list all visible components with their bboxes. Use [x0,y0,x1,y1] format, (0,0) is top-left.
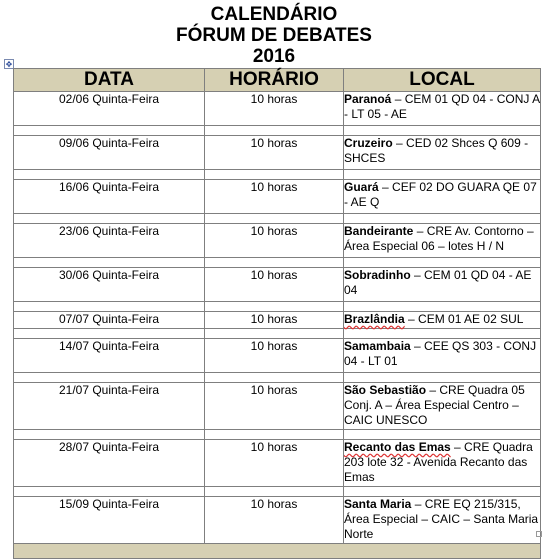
location-name: Cruzeiro [344,136,393,150]
table-row [14,268,541,302]
spacer-cell [14,329,205,339]
location-address: – CEM 01 QD 04 - CONJ A - LT 05 - AE [344,92,540,121]
table-header-row [14,69,541,92]
spacer-cell [205,487,344,497]
location-cell [344,440,541,487]
location-address: – CRE Quadra 05 Conj. A – Área Especial Centro – CAIC UNESCO [344,383,525,427]
table-row [14,339,541,373]
spacer-row [14,487,541,497]
location-address: – CEF 02 DO GUARA QE 07 - AE Q [344,180,537,209]
time-cell: 10 horas [205,383,344,430]
time-cell: 10 horas [205,312,344,329]
spacer-cell [344,329,541,339]
spacer-row [14,170,541,180]
spacer-row [14,329,541,339]
location-address: – CRE Av. Contorno – Área Especial 06 – lotes H / N [344,224,534,253]
time-cell: 10 horas [205,180,344,214]
spacer-cell [205,430,344,440]
date-cell: 30/06 Quinta-Feira [14,268,205,302]
table-row [14,312,541,329]
table-row [14,92,541,126]
spacer-row [14,302,541,312]
location-cell [344,312,541,329]
spacer-row [14,258,541,268]
spacer-cell [14,430,205,440]
spacer-cell [344,214,541,224]
date-cell: 16/06 Quinta-Feira [14,180,205,214]
spacer-cell [344,126,541,136]
table-footer-row [14,544,541,559]
table-resize-handle[interactable] [536,531,542,537]
date-cell: 15/09 Quinta-Feira [14,497,205,544]
spacer-cell [344,302,541,312]
time-cell: 10 horas [205,497,344,544]
title-line-2: FÓRUM DE DEBATES [176,25,372,46]
spacer-row [14,430,541,440]
location-name: Samambaia [344,339,411,353]
spacer-cell [14,126,205,136]
document-title [0,4,548,67]
time-cell: 10 horas [205,224,344,258]
spacer-cell [344,487,541,497]
date-cell: 28/07 Quinta-Feira [14,440,205,487]
spacer-cell [205,302,344,312]
date-cell: 23/06 Quinta-Feira [14,224,205,258]
location-name: Brazlândia [344,312,405,326]
time-cell: 10 horas [205,440,344,487]
location-name: Sobradinho [344,268,411,282]
calendar-table [13,68,541,559]
location-address: – CEE QS 303 - CONJ 04 - LT 01 [344,339,537,368]
location-address: – CRE Quadra 203 lote 32 - Avenida Recanto das Emas [344,440,533,484]
footer-cell [14,544,541,559]
location-cell [344,339,541,373]
header-date: DATA [14,69,205,92]
location-name: Guará [344,180,379,194]
spacer-cell [205,214,344,224]
location-address: – CEM 01 AE 02 SUL [404,312,524,326]
location-cell [344,92,541,126]
spacer-cell [344,430,541,440]
location-name: Santa Maria [344,497,412,511]
table-row [14,497,541,544]
spacer-cell [14,373,205,383]
table-move-handle-icon[interactable]: ✥ [5,60,13,69]
location-name: Bandeirante [344,224,414,238]
spacer-cell [205,258,344,268]
spacer-cell [344,170,541,180]
table-row [14,136,541,170]
location-name: São Sebastião [344,383,427,397]
date-cell: 21/07 Quinta-Feira [14,383,205,430]
location-cell [344,383,541,430]
location-cell [344,268,541,302]
date-cell: 07/07 Quinta-Feira [14,312,205,329]
location-cell [344,180,541,214]
date-cell: 14/07 Quinta-Feira [14,339,205,373]
location-address: – CED 02 Shces Q 609 - SHCES [344,136,529,165]
spacer-row [14,214,541,224]
date-cell: 09/06 Quinta-Feira [14,136,205,170]
spacer-cell [205,329,344,339]
header-time: HORÁRIO [205,69,344,92]
location-cell [344,136,541,170]
table-row [14,383,541,430]
time-cell: 10 horas [205,339,344,373]
spacer-cell [344,258,541,268]
table-row [14,440,541,487]
location-cell [344,497,541,544]
date-cell: 02/06 Quinta-Feira [14,92,205,126]
time-cell: 10 horas [205,268,344,302]
table-row [14,224,541,258]
title-line-1: CALENDÁRIO [210,4,338,25]
location-address: – CRE EQ 215/315, Área Especial – CAIC – Santa Maria Norte [344,497,539,541]
title-line-3: 2016 [252,46,296,67]
table-row [14,180,541,214]
spacer-cell [14,302,205,312]
header-location: LOCAL [344,69,541,92]
location-name: Paranoá [344,92,392,106]
spacer-cell [14,214,205,224]
location-address: – CEM 01 QD 04 - AE 04 [344,268,532,297]
spacer-cell [205,170,344,180]
spacer-cell [14,487,205,497]
spacer-cell [14,170,205,180]
spacer-cell [344,373,541,383]
spacer-row [14,126,541,136]
spacer-cell [205,126,344,136]
time-cell: 10 horas [205,92,344,126]
spacer-row [14,373,541,383]
time-cell: 10 horas [205,136,344,170]
location-name: Recanto das Emas [344,440,451,454]
spacer-cell [14,258,205,268]
spacer-cell [205,373,344,383]
location-cell [344,224,541,258]
